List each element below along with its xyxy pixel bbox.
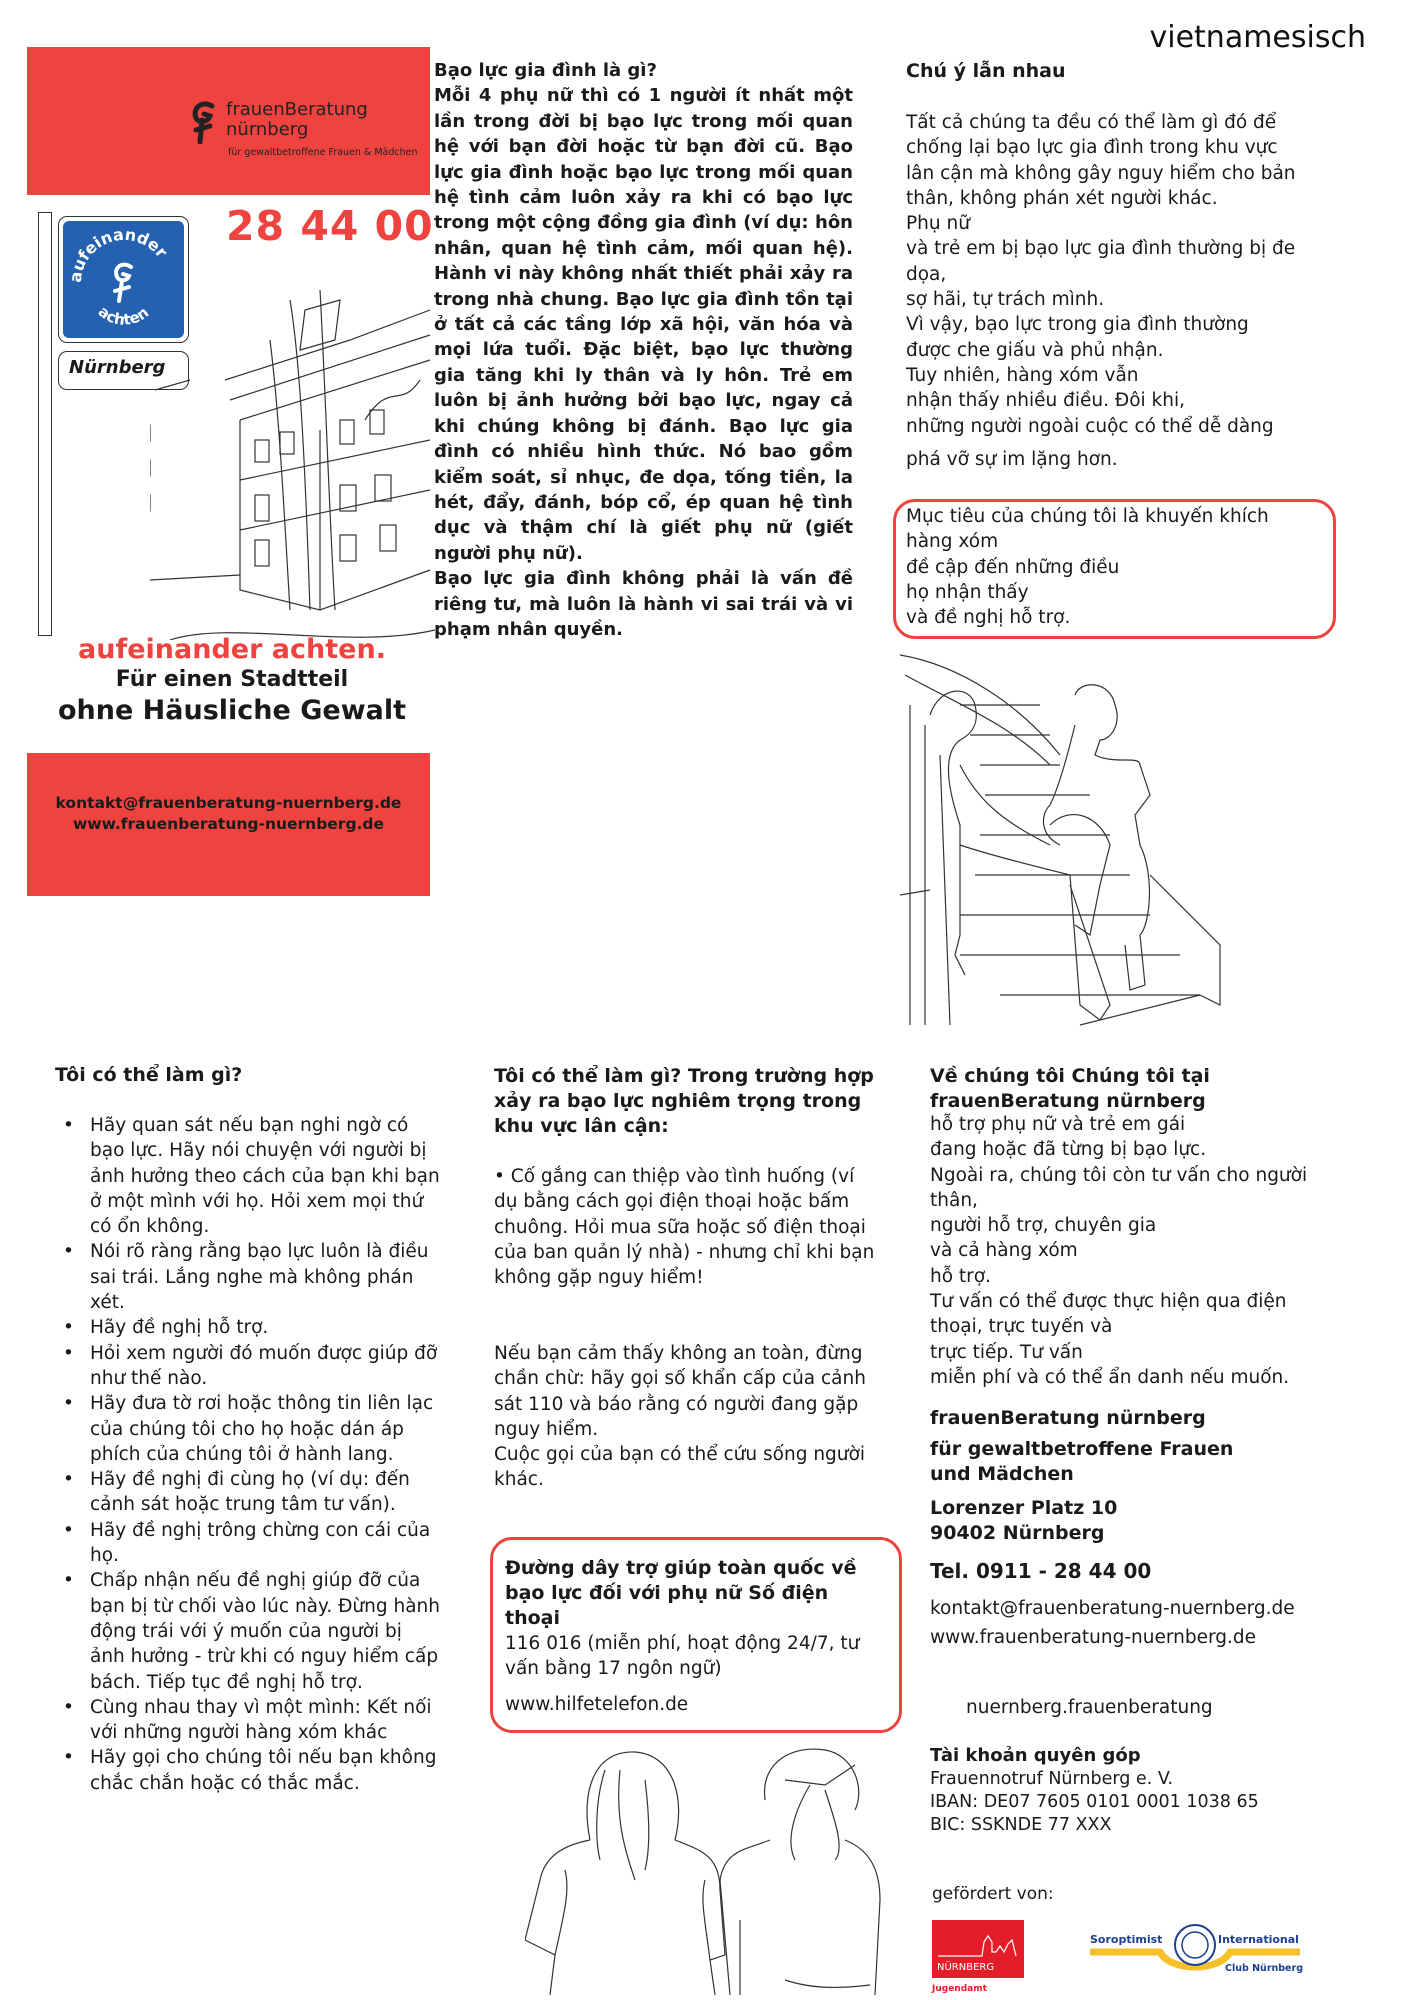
text-line: họ nhận thấy (906, 581, 1029, 603)
contact-web-link[interactable]: www.frauenberatung-nuernberg.de (72, 815, 385, 833)
hotline-text: 116 016 (miễn phí, hoạt động 24/7, tư vấn bằng 17 ngôn ngữ) (505, 1633, 860, 1680)
text-line: được che giấu và phủ nhận. (906, 339, 1164, 361)
text-line: sợ hãi, tự trách mình. (906, 289, 1105, 311)
mutual-heading: Chú ý lẫn nhau (906, 60, 1066, 82)
donation-heading: Tài khoản quyên góp (930, 1745, 1141, 1766)
what-can-i-do-heading: Tôi có thể làm gì? (55, 1064, 243, 1086)
address-city: 90402 Nürnberg (930, 1522, 1105, 1544)
text-line: người hỗ trợ, chuyên gia (930, 1215, 1157, 1237)
text-line: hỗ trợ phụ nữ và trẻ em gái (930, 1114, 1186, 1135)
language-label: vietnamesisch (1149, 20, 1366, 55)
text-line: Phụ nữ (906, 213, 970, 235)
neighbors-on-stairs-illustration (900, 645, 1240, 1030)
list-item: • Hãy gọi cho chúng tôi nếu bạn không chắc chắn hoặc có thắc mắc. (55, 1745, 440, 1796)
phone-number: 28 44 00 (226, 202, 434, 250)
emergency-police: Nếu bạn cảm thấy không an toàn, đừng chần chừ: hãy gọi số khẩn cấp của cảnh sát 110 và báo rằng có người đang gặp nguy hiểm. (494, 1343, 866, 1440)
about-web-link[interactable]: www.frauenberatung-nuernberg.de (930, 1627, 1257, 1648)
emergency-save: Cuộc gọi của bạn có thể cứu sống người khác. (494, 1444, 865, 1491)
list-item: • Chấp nhận nếu đề nghị giúp đỡ của bạn bị từ chối vào lúc này. Đừng hành động trái với ý muốn của người bị ảnh hưởng - trừ khi có nguy hiểm cấp bách. Tiếp tục đề nghị hỗ trợ. (55, 1568, 440, 1694)
mutual-last-line: phá vỡ sự im lặng hơn. (906, 449, 1118, 470)
text-line: Vì vậy, bạo lực trong gia đình thường (906, 314, 1249, 336)
sponsor2-sub: Club Nürnberg (1225, 1963, 1303, 1974)
text-line: và cả hàng xóm (930, 1240, 1078, 1262)
text-line: hàng xóm (906, 531, 999, 553)
contact-email-link[interactable]: kontakt@frauenberatung-nuernberg.de (55, 794, 402, 812)
slogan: aufeinander achten. (78, 634, 386, 665)
svg-text:aufeinander: aufeinander (65, 224, 172, 284)
text-line: dọa, (906, 263, 947, 285)
hotline-heading: Đường dây trợ giúp toàn quốc về bạo lực đối với phụ nữ Số điện thoại (505, 1557, 857, 1629)
two-women-illustration (525, 1740, 885, 1995)
about-text (930, 1112, 1370, 1390)
text-line: thân, (930, 1189, 978, 1211)
donation-details (930, 1768, 1259, 1837)
frauenberatung-logo (190, 100, 368, 144)
text-line: thoại, trực tuyến và (930, 1316, 1113, 1338)
emergency-bullet: • Cố gắng can thiệp vào tình huống (ví dụ bằng cách gọi điện thoại hoặc bấm chuông. Hỏi mua sữa hoặc số điện thoại của ban quản lý nhà) - nhưng chỉ khi bạn không gặp nguy hiểm! (494, 1166, 875, 1289)
what-is-closing: Bạo lực gia đình không phải là vấn đề riêng tư, mà luôn là hành vi sai trái và vi phạm nhân quyền. (434, 568, 853, 640)
what-is-paragraph: Mỗi 4 phụ nữ thì có 1 người ít nhất một lần trong đời bị bạo lực trong mối quan hệ với bạn đời hoặc từ bạn đời cũ. Bạo lực gia đình hoặc bạo lực trong mối quan hệ tình cảm luôn xảy ra khi có bạo lực trong một cộng đồng gia đình (ví dụ: hôn nhân, quan hệ tình cảm, mối quan hệ). Hành vi này không nhất thiết phải xảy ra trong nhà chung. Bạo lực gia đình tồn tại ở tất cả các tầng lớp xã hội, văn hóa và mọi lứa tuổi. Đặc biệt, bạo lực thường gia tăng khi ly thân và ly hôn. Trẻ em luôn bị ảnh hưởng bởi bạo lực, ngay cả khi chúng không bị đánh. Bạo lực gia đình có nhiều hình thức. Nó bao gồm kiểm soát, sỉ nhục, đe dọa, tống tiền, la hét, đẩy, đánh, bóp cổ, ép quan hệ tình dục và thậm chí là giết phụ nữ (giết người phụ nữ). (434, 85, 853, 564)
sponsor1-sub: Jugendamt (932, 1984, 987, 1994)
contact-box (27, 753, 430, 896)
sponsor2-right: International (1218, 1933, 1299, 1946)
text-line: hỗ trợ. (930, 1265, 991, 1287)
text-line: chống lại bạo lực gia đình trong khu vực (906, 137, 1278, 159)
text-line: BIC: SSKNDE 77 XXX (930, 1815, 1112, 1835)
emergency-heading: Tôi có thể làm gì? Trong trường hợp xảy ra bạo lực nghiêm trọng trong khu vực lân cận: (494, 1065, 874, 1137)
funded-by-label: gefördert von: (932, 1884, 1054, 1904)
text-line: lân cận mà không gây nguy hiểm cho bản (906, 162, 1296, 184)
text-line: Mục tiêu của chúng tôi là khuyến khích (906, 506, 1269, 527)
what-can-i-do-list (55, 1113, 440, 1796)
list-item: • Hãy đề nghị trông chừng con cái của họ. (55, 1518, 440, 1569)
text-line: thân, không phán xét người khác. (906, 187, 1218, 209)
what-is-section (434, 58, 853, 642)
soroptimist-logo (1090, 1920, 1310, 1980)
list-item: • Hỏi xem người đó muốn được giúp đỡ như thế nào. (55, 1341, 440, 1392)
text-line: Tuy nhiên, hàng xóm vẫn (906, 364, 1139, 386)
address-street: Lorenzer Platz 10 (930, 1497, 1118, 1519)
org-name: frauenBeratung nürnberg (930, 1407, 1206, 1429)
text-line: và trẻ em bị bạo lực gia đình thường bị đe (906, 238, 1296, 260)
sponsor1-name: NÜRNBERG (937, 1962, 995, 1973)
sign-city-label: Nürnberg (58, 351, 189, 390)
building-illustration (150, 280, 435, 640)
city-skyline-icon (932, 1920, 1024, 1960)
logo-name-line1: frauenBeratung (226, 99, 368, 120)
text-line: trực tiếp. Tư vấn (930, 1341, 1083, 1363)
about-email-link[interactable]: kontakt@frauenberatung-nuernberg.de (930, 1598, 1295, 1619)
list-item: • Hãy đề nghị đi cùng họ (ví dụ: đến cảnh sát hoặc trung tâm tư vấn). (55, 1467, 440, 1518)
svg-text:achten: achten (94, 302, 153, 329)
text-line: những người ngoài cuộc có thể dễ dàng (906, 415, 1274, 437)
text-line: đang hoặc đã từng bị bạo lực. (930, 1139, 1207, 1161)
hotline-box (490, 1537, 902, 1733)
social-handle[interactable]: nuernberg.frauenberatung (966, 1697, 1213, 1718)
list-item: • Hãy đưa tờ rơi hoặc thông tin liên lạc của chúng tôi cho họ hoặc dán áp phích của chúng tôi ở hành lang. (55, 1391, 440, 1467)
text-line: và đề nghị hỗ trợ. (906, 607, 1071, 629)
list-item: • Cùng nhau thay vì một mình: Kết nối với những người hàng xóm khác (55, 1695, 440, 1746)
sponsor2-left: Soroptimist (1090, 1933, 1163, 1946)
text-line: đề cập đến những điều (906, 556, 1120, 578)
text-line: Tư vấn có thể được thực hiện qua điện (930, 1291, 1287, 1313)
what-is-heading: Bạo lực gia đình là gì? (434, 60, 657, 81)
goal-text (906, 504, 1269, 630)
text-line: Frauennotruf Nürnberg e. V. (930, 1769, 1174, 1789)
org-subtitle: für gewaltbetroffene Frauen und Mädchen (930, 1438, 1234, 1485)
about-heading: Về chúng tôi Chúng tôi tại frauenBeratung nürnberg (930, 1065, 1210, 1112)
logo-subtitle: für gewaltbetroffene Frauen & Mädchen (228, 147, 418, 158)
subline-2: ohne Häusliche Gewalt (57, 695, 407, 726)
text-line: Tất cả chúng ta đều có thể làm gì đó để (906, 112, 1277, 133)
logo-name-line2: nürnberg (226, 119, 309, 140)
text-line: IBAN: DE07 7605 0101 0001 1038 65 (930, 1792, 1259, 1812)
subline-1: Für einen Stadtteil (115, 667, 349, 692)
text-line: Ngoài ra, chúng tôi còn tư vấn cho người (930, 1164, 1308, 1186)
list-item: • Nói rõ ràng rằng bạo lực luôn là điều sai trái. Lắng nghe mà không phán xét. (55, 1239, 440, 1315)
telephone: Tel. 0911 - 28 44 00 (930, 1559, 1152, 1583)
text-line: miễn phí và có thể ẩn danh nếu muốn. (930, 1366, 1290, 1388)
list-item: • Hãy đề nghị hỗ trợ. (55, 1315, 440, 1340)
logo-figure-icon (190, 100, 220, 144)
nuernberg-jugendamt-logo (932, 1920, 1024, 1978)
mutual-text (906, 110, 1346, 439)
hotline-web-link[interactable]: www.hilfetelefon.de (505, 1693, 689, 1715)
text-line: nhận thấy nhiều điều. Đôi khi, (906, 390, 1185, 412)
list-item: • Hãy quan sát nếu bạn nghi ngờ có bạo lực. Hãy nói chuyện với người bị ảnh hưởng theo cách của bạn khi bạn ở một mình với họ. Hỏi xem mọi thứ có ổn không. (55, 1113, 440, 1239)
sign-pole (38, 212, 52, 636)
